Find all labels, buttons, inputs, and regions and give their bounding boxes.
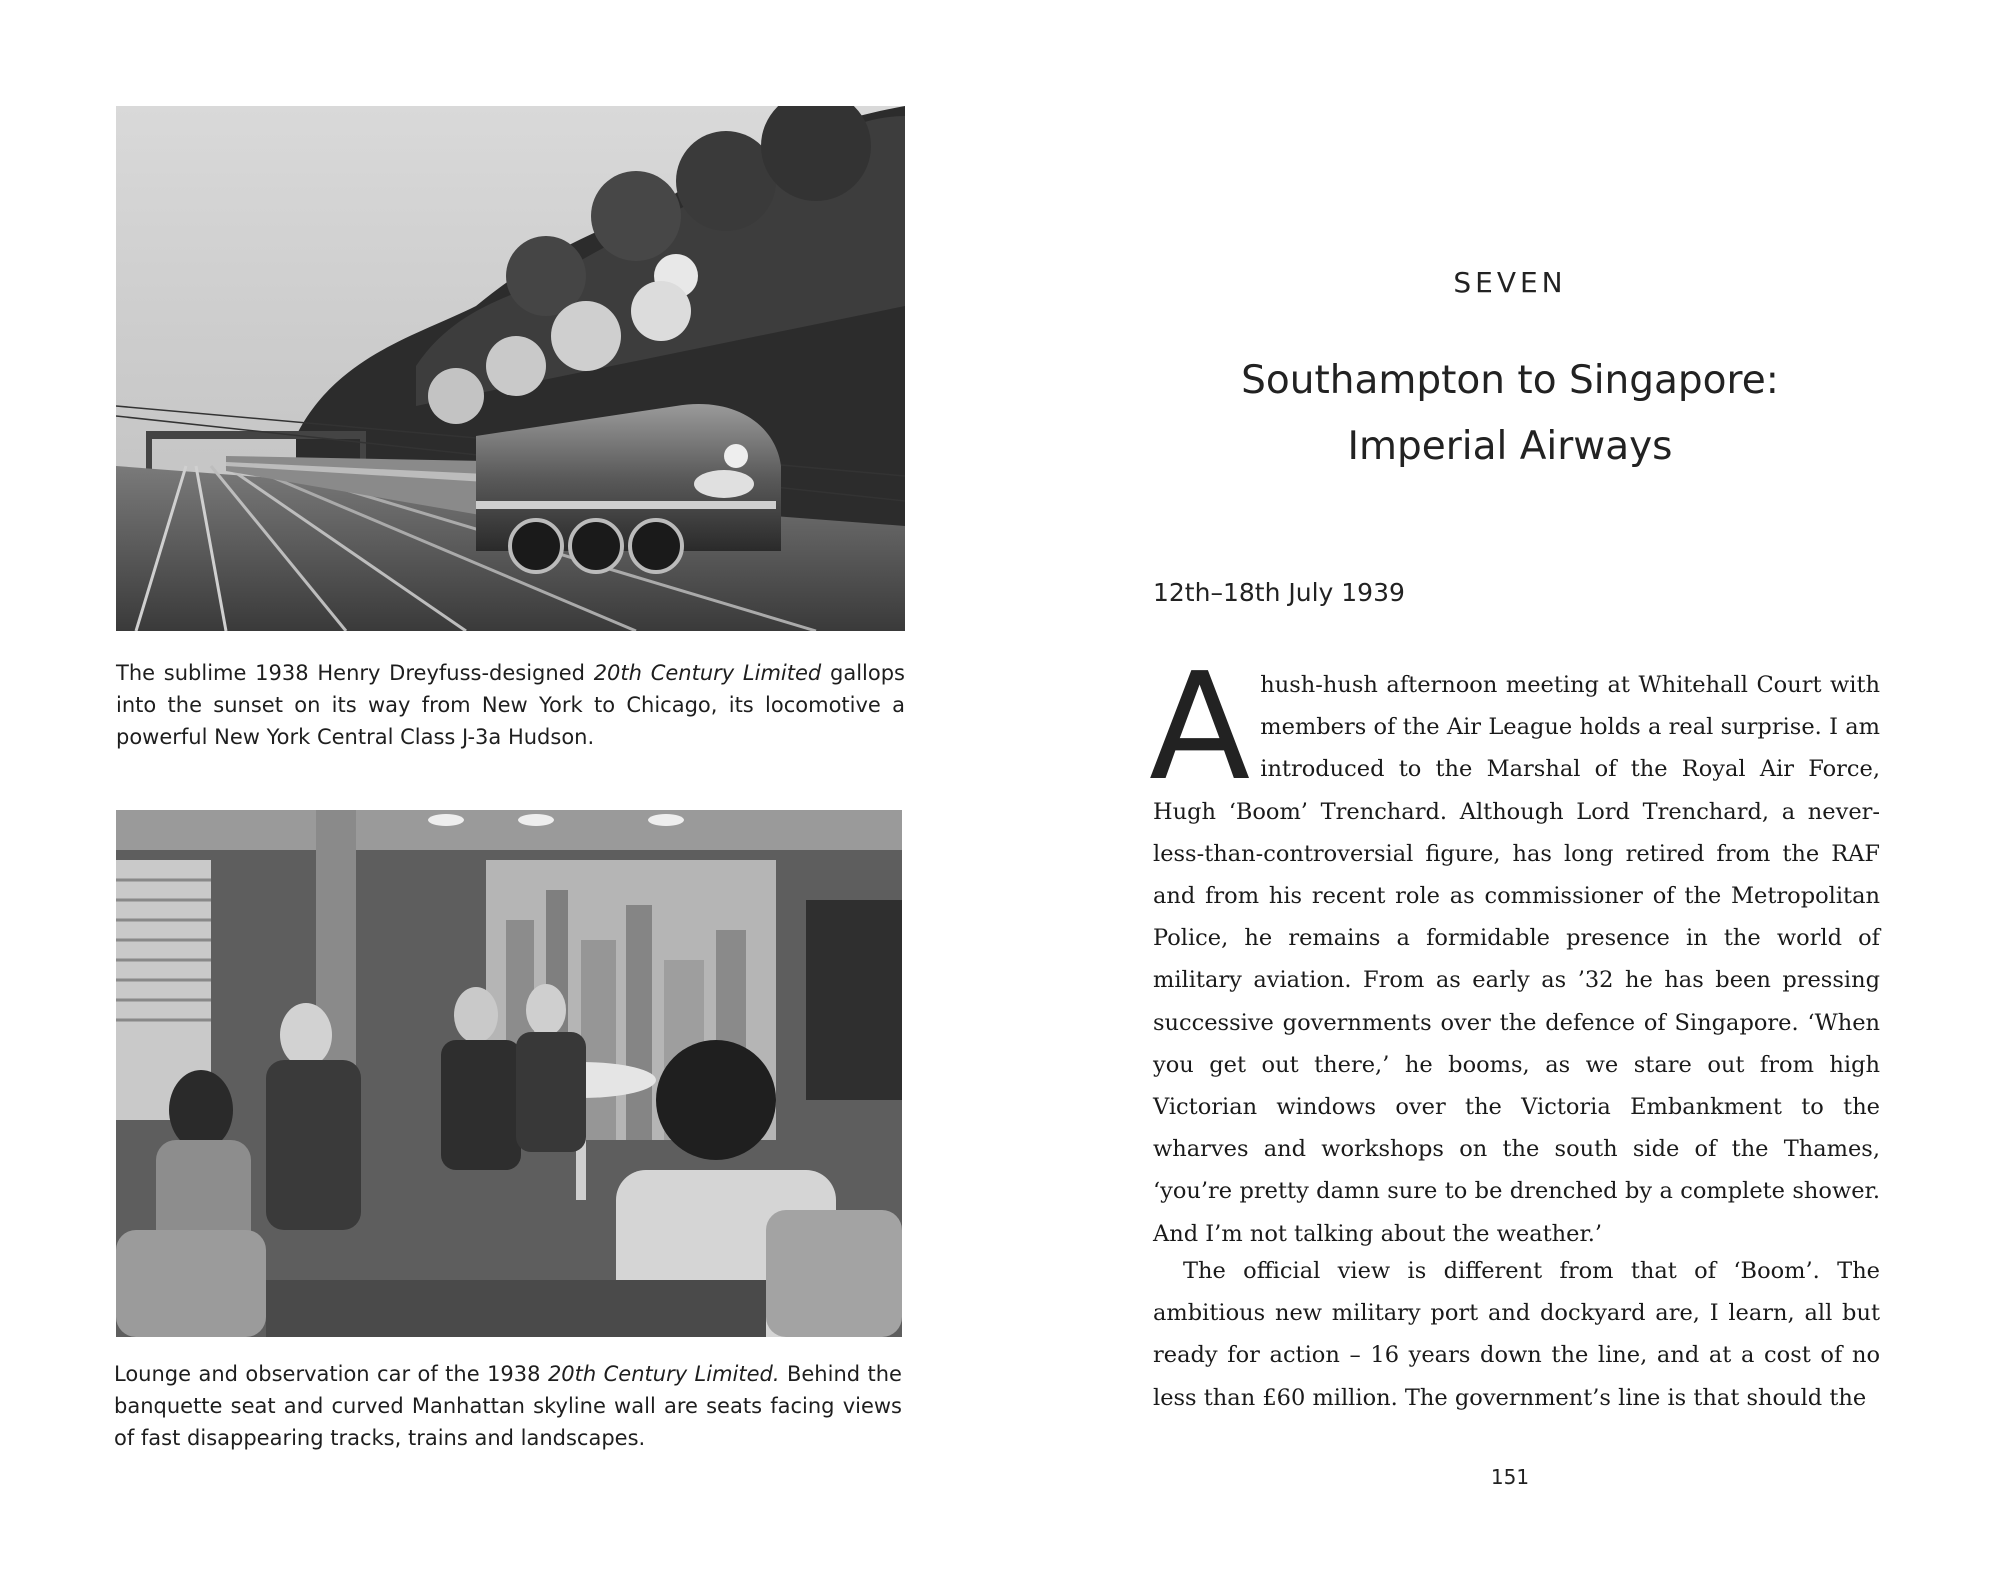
photo-streamlined-locomotive bbox=[116, 106, 905, 631]
drop-cap: A bbox=[1149, 641, 1251, 813]
chapter-number: SEVEN bbox=[1453, 266, 1567, 299]
body-paragraph-1 bbox=[1149, 641, 1880, 1255]
chapter-title-line-1: Southampton to Singapore: bbox=[1241, 358, 1779, 403]
chapter-title-line-2: Imperial Airways bbox=[1347, 424, 1673, 469]
photo-observation-lounge bbox=[116, 810, 902, 1337]
chapter-title bbox=[1160, 348, 1860, 480]
date-heading: 12th–18th July 1939 bbox=[1153, 578, 1405, 607]
paragraph-1-text: hush-hush afternoon meeting at Whitehall Court with members of the Air League holds a real surprise. I am introduced to the Marshal of the Royal Air Force, Hugh ‘Boom’ Trenchard. Although Lord Trenchard, a never-less-than-controversial figure, has long retired from the RAF and from his recent role as commissioner of the Metropolitan Police, he remains a formidable presence in the world of military aviation. From as early as ’32 he has been pressing successive governments over the defence of Singapore. ‘When you get out there,’ he booms, as we stare out from high Victorian windows over the Victoria Embankment to the wharves and workshops on the south side of the Thames, ‘you’re pretty damn sure to be drenched by a complete shower. And I’m not talking about the weather.’ bbox=[1153, 672, 1880, 1247]
caption-train-photo: The sublime 1938 Henry Dreyfuss-designed 20th Century Limited gallops into the sunset on its way from New York to Chicago, its locomotive a powerful New York Central Class J-3a Hudson. bbox=[116, 661, 905, 749]
body-paragraph-2: The official view is different from that of ‘Boom’. The ambitious new military port and dockyard are, I learn, all but ready for action – 16 years down the line, and at a cost of no less than £60 million. The government’s line is that should the bbox=[1153, 1258, 1880, 1411]
page-number: 151 bbox=[1490, 1465, 1530, 1489]
caption-lounge-photo: Lounge and observation car of the 1938 20th Century Limited. Behind the banquette seat and curved Manhattan skyline wall are seats facing views of fast disappearing tracks, trains and landscapes. bbox=[114, 1362, 902, 1450]
